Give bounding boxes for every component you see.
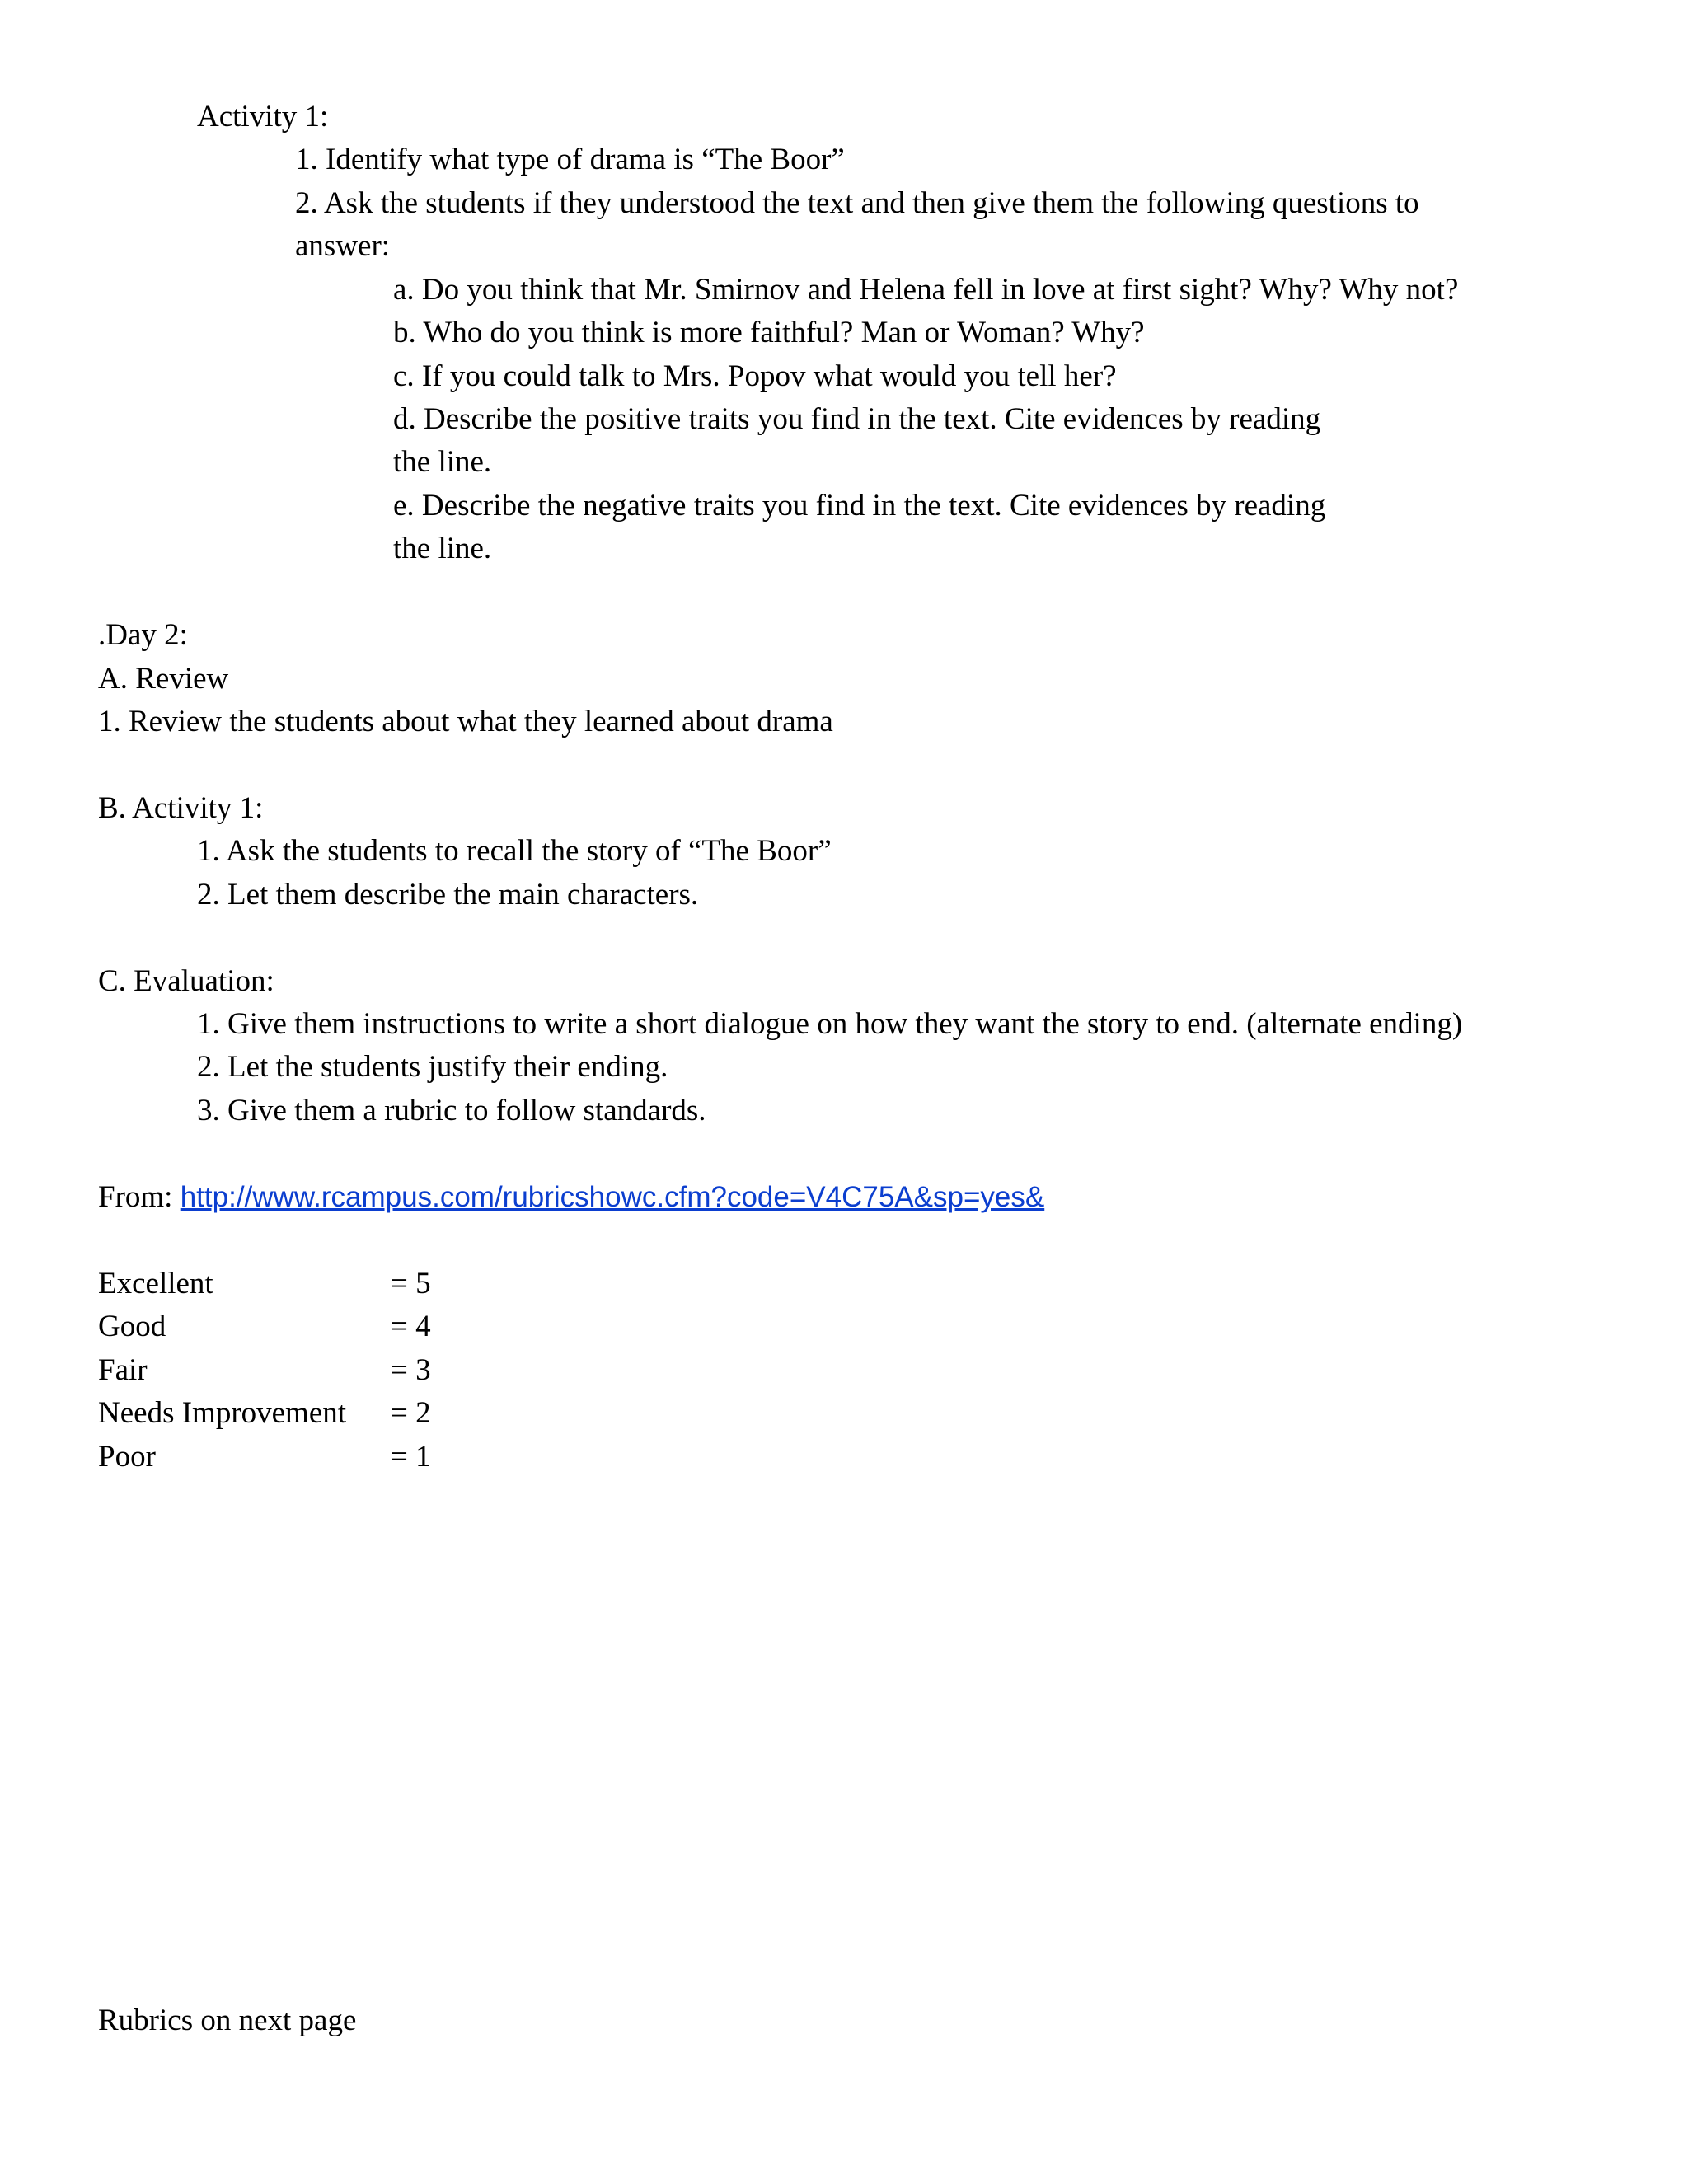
rubric-value-poor: = 1 <box>391 1440 431 1474</box>
rubric-label-good: Good <box>98 1310 166 1343</box>
rubric-label-needs-improvement: Needs Improvement <box>98 1396 347 1430</box>
rubric-value-fair: = 3 <box>391 1353 431 1387</box>
activity1-item-1: 1. Identify what type of drama is “The Boor” <box>295 143 845 176</box>
question-e-continued: the line. <box>393 532 492 565</box>
evaluation-item-1: 1. Give them instructions to write a short dialogue on how they want the story to end. (alternate ending) <box>197 1007 1463 1041</box>
rubric-label-poor: Poor <box>98 1440 156 1474</box>
question-b: b. Who do you think is more faithful? Man or Woman? Why? <box>393 316 1145 349</box>
question-e: e. Describe the negative traits you find in the text. Cite evidences by reading <box>393 489 1326 523</box>
question-d: d. Describe the positive traits you find in the text. Cite evidences by reading <box>393 402 1321 436</box>
source-line <box>98 1182 1044 1212</box>
source-link[interactable]: http://www.rcampus.com/rubricshowc.cfm?code=V4C75A&sp=yes& <box>180 1181 1045 1213</box>
question-d-continued: the line. <box>393 445 492 479</box>
activity1-title: Activity 1: <box>197 100 329 134</box>
question-a: a. Do you think that Mr. Smirnov and Helena fell in love at first sight? Why? Why not? <box>393 273 1459 307</box>
footer-note: Rubrics on next page <box>98 2004 357 2037</box>
source-label: From: <box>98 1180 181 1214</box>
evaluation-heading: C. Evaluation: <box>98 964 274 998</box>
rubric-value-good: = 4 <box>391 1310 431 1343</box>
rubric-label-excellent: Excellent <box>98 1267 213 1301</box>
evaluation-item-2: 2. Let the students justify their ending. <box>197 1050 668 1084</box>
rubric-value-needs-improvement: = 2 <box>391 1396 431 1430</box>
rubric-value-excellent: = 5 <box>391 1267 431 1301</box>
day2-title: .Day 2: <box>98 618 188 652</box>
activity1-item-2-continued: answer: <box>295 229 391 263</box>
question-c: c. If you could talk to Mrs. Popov what would you tell her? <box>393 359 1117 393</box>
evaluation-item-3: 3. Give them a rubric to follow standards. <box>197 1094 706 1127</box>
activity-heading: B. Activity 1: <box>98 791 264 825</box>
activity-item-1: 1. Ask the students to recall the story of “The Boor” <box>197 834 832 868</box>
rubric-label-fair: Fair <box>98 1353 148 1387</box>
review-item-1: 1. Review the students about what they learned about drama <box>98 705 833 738</box>
review-heading: A. Review <box>98 662 229 696</box>
activity1-item-2: 2. Ask the students if they understood the text and then give them the following questions to <box>295 186 1419 220</box>
activity-item-2: 2. Let them describe the main characters. <box>197 878 699 912</box>
